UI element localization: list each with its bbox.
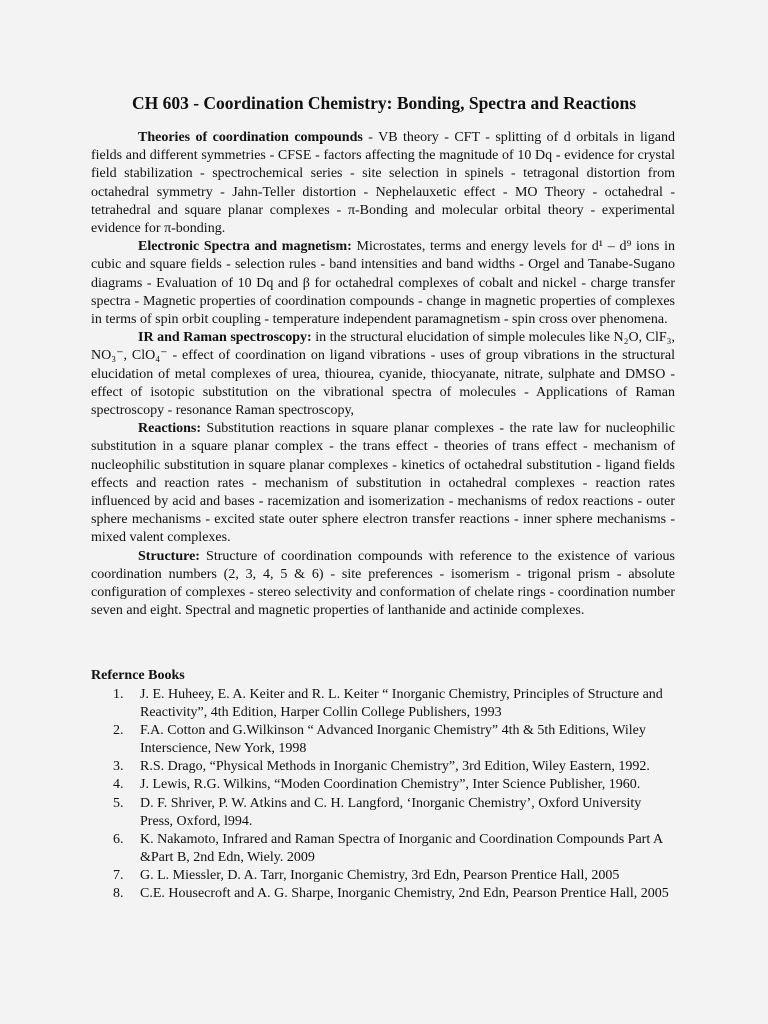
reference-item [91, 722, 675, 758]
page-title: CH 603 - Coordination Chemistry: Bonding, Spectra and Reactions [131, 93, 637, 113]
section-electronic-spectra [91, 238, 675, 329]
reference-item [91, 686, 675, 722]
reference-item [91, 885, 675, 903]
reference-text: C.E. Housecroft and A. G. Sharpe, Inorganic Chemistry, 2nd Edn, Pearson Prentice Hall, 2005 [140, 886, 669, 902]
section-heading: Structure: [138, 548, 200, 564]
section-text: - VB theory - CFT - splitting of d orbitals in ligand fields and different symmetries - CFSE - factors affecting the magnitude of 10 Dq - evidence for crystal field stabilization - spectrochemical series - site selection in spinels - tetragonal distortion from octahedral symmetry - Jahn-Teller distortion - Nephelauxetic effect - MO Theory - octahedral - tetrahedral and square planar complexes - π-Bonding and molecular orbital theory - experimental evidence for π-bonding. [91, 130, 675, 237]
section-heading: IR and Raman spectroscopy: [138, 330, 312, 346]
reference-number: 4. [113, 777, 124, 793]
reference-text: F.A. Cotton and G.Wilkinson “ Advanced Inorganic Chemistry” 4th & 5th Editions, Wiley Interscience, New York, 1998 [140, 723, 646, 757]
reference-text: G. L. Miessler, D. A. Tarr, Inorganic Chemistry, 3rd Edn, Pearson Prentice Hall, 2005 [140, 867, 620, 883]
section-theories [91, 129, 675, 238]
reference-item [91, 831, 675, 867]
reference-number: 6. [113, 831, 124, 847]
reference-number: 1. [113, 687, 124, 702]
reference-number: 2. [113, 723, 124, 739]
reference-list [91, 686, 675, 903]
section-text: in the structural elucidation of simple molecules like N₂O, ClF₃, NO₃⁻, ClO₄⁻ - effect of coordination on ligand vibrations - uses of group vibrations in the structural elucidation of metal complexes of urea, thiourea, cyanide, thiocyanate, nitrate, sulphate and DMSO - effect of isotopic substitution on the vibrational spectra of molecules - Applications of Raman spectroscopy - resonance Raman spectroscopy, [91, 330, 675, 419]
syllabus-body [91, 129, 675, 620]
reference-item [91, 758, 675, 776]
reference-text: R.S. Drago, “Physical Methods in Inorganic Chemistry”, 3rd Edition, Wiley Eastern, 1992. [140, 759, 650, 775]
section-ir-raman [91, 329, 675, 420]
section-structure [91, 548, 675, 621]
section-text: Substitution reactions in square planar complexes - the rate law for nucleophilic substitution in a square planar complex - the trans effect - theories of trans effect - mechanism of nucleophilic substitution in square planar complexes - kinetics of octahedral substitution - ligand fields effects and reaction rates - mechanism of substitution in octahedral complexes - reaction rates influenced by acid and bases - racemization and isomerization - mechanisms of redox reactions - outer sphere mechanisms - excited state outer sphere electron transfer reactions - inner sphere mechanisms - mixed valent complexes. [91, 421, 675, 546]
reference-item [91, 776, 675, 794]
reference-number: 5. [113, 795, 124, 811]
reference-item [91, 795, 675, 831]
reference-text: J. Lewis, R.G. Wilkins, “Moden Coordination Chemistry”, Inter Science Publisher, 1960. [140, 777, 641, 793]
section-reactions [91, 420, 675, 547]
reference-text: K. Nakamoto, Infrared and Raman Spectra of Inorganic and Coordination Compounds Part A &Part B, 2nd Edn, Wiely. 2009 [140, 831, 663, 865]
section-heading: Electronic Spectra and magnetism: [138, 239, 352, 255]
reference-number: 8. [113, 886, 124, 902]
section-heading: Reactions: [138, 421, 201, 437]
references-heading: Refernce Books [91, 668, 185, 683]
reference-item [91, 867, 675, 885]
reference-text: D. F. Shriver, P. W. Atkins and C. H. Langford, ‘Inorganic Chemistry’, Oxford University Press, Oxford, l994. [140, 795, 642, 829]
reference-number: 7. [113, 867, 124, 883]
reference-text: J. E. Huheey, E. A. Keiter and R. L. Keiter “ Inorganic Chemistry, Principles of Structure and Reactivity”, 4th Edition, Harper Collin College Publishers, 1993 [140, 687, 663, 721]
section-text: Structure of coordination compounds with reference to the existence of various coordination numbers (2, 3, 4, 5 & 6) - site preferences - isomerism - trigonal prism - absolute configuration of complexes - stereo selectivity and conformation of chelate rings - coordination number seven and eight. Spectral and magnetic properties of lanthanide and actinide complexes. [91, 548, 675, 619]
reference-number: 3. [113, 759, 124, 775]
section-text: Microstates, terms and energy levels for d¹ – d⁹ ions in cubic and square fields - selection rules - band intensities and band widths - Orgel and Tanabe-Sugano diagrams - Evaluation of 10 Dq and β for octahedral complexes of cobalt and nickel - charge transfer spectra - Magnetic properties of coordination compounds - change in magnetic properties of complexes in terms of spin orbit coupling - temperature independent paramagnetism - spin cross over phenomena. [91, 239, 675, 328]
section-heading: Theories of coordination compounds [138, 130, 363, 145]
